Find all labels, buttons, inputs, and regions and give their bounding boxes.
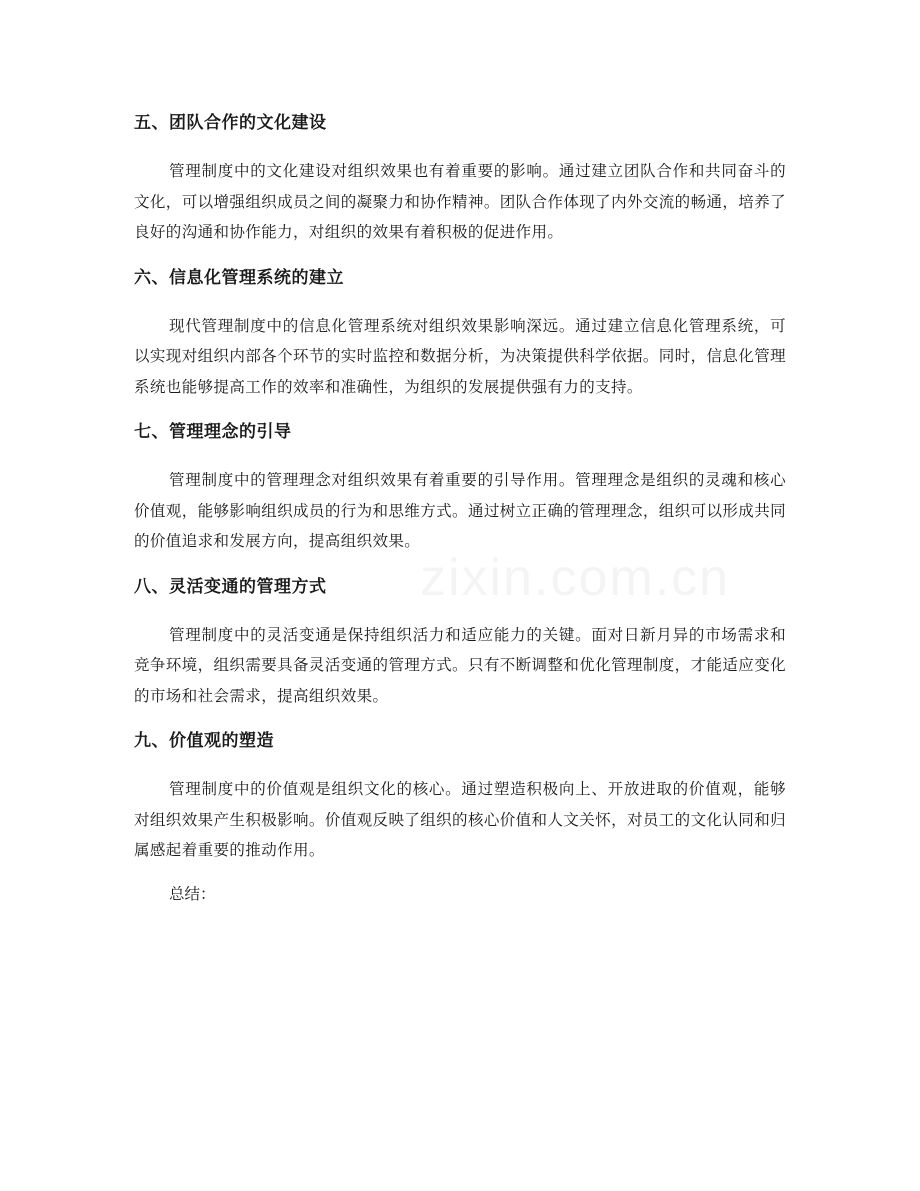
section-paragraph: 管理制度中的价值观是组织文化的核心。通过塑造积极向上、开放进取的价值观，能够对组织效果产生积极影响。价值观反映了组织的核心价值和人文关怀，对员工的文化认同和归属感起着重要的推动作用。 xyxy=(134,780,786,859)
section-heading: 七、管理理念的引导 xyxy=(134,422,292,442)
section-heading: 九、价值观的塑造 xyxy=(134,731,274,751)
section-values xyxy=(134,724,786,866)
summary-label: 总结： xyxy=(169,884,216,903)
section-heading: 六、信息化管理系统的建立 xyxy=(134,267,344,288)
section-paragraph: 管理制度中的灵活变通是保持组织活力和适应能力的关键。面对日新月异的市场需求和竞争环境，组织需要具备灵活变通的管理方式。只有不断调整和优化管理制度，才能适应变化的市场和社会需求，提高组织效果。 xyxy=(134,625,786,705)
section-paragraph: 管理制度中的管理理念对组织效果有着重要的引导作用。管理理念是组织的灵魂和核心价值观，能够影响组织成员的行为和思维方式。通过树立正确的管理理念，组织可以形成共同的价值追求和发展方向，提高组织效果。 xyxy=(134,471,786,550)
document-body xyxy=(134,106,786,909)
section-information-system xyxy=(134,261,786,403)
section-management-philosophy xyxy=(134,415,786,557)
section-paragraph: 现代管理制度中的信息化管理系统对组织效果影响深远。通过建立信息化管理系统，可以实现对组织内部各个环节的实时监控和数据分析，为决策提供科学依据。同时，信息化管理系统也能够提高工作的效率和准确性，为组织的发展提供强有力的支持。 xyxy=(134,316,786,396)
section-flexible-management xyxy=(134,570,786,712)
section-heading: 五、团队合作的文化建设 xyxy=(134,113,327,133)
section-heading: 八、灵活变通的管理方式 xyxy=(134,576,327,597)
section-paragraph: 管理制度中的文化建设对组织效果也有着重要的影响。通过建立团队合作和共同奋斗的文化，可以增强组织成员之间的凝聚力和协作精神。团队合作体现了内外交流的畅通，培养了良好的沟通和协作能力，对组织的效果有着积极的促进作用。 xyxy=(134,162,786,241)
section-team-culture xyxy=(134,106,786,248)
